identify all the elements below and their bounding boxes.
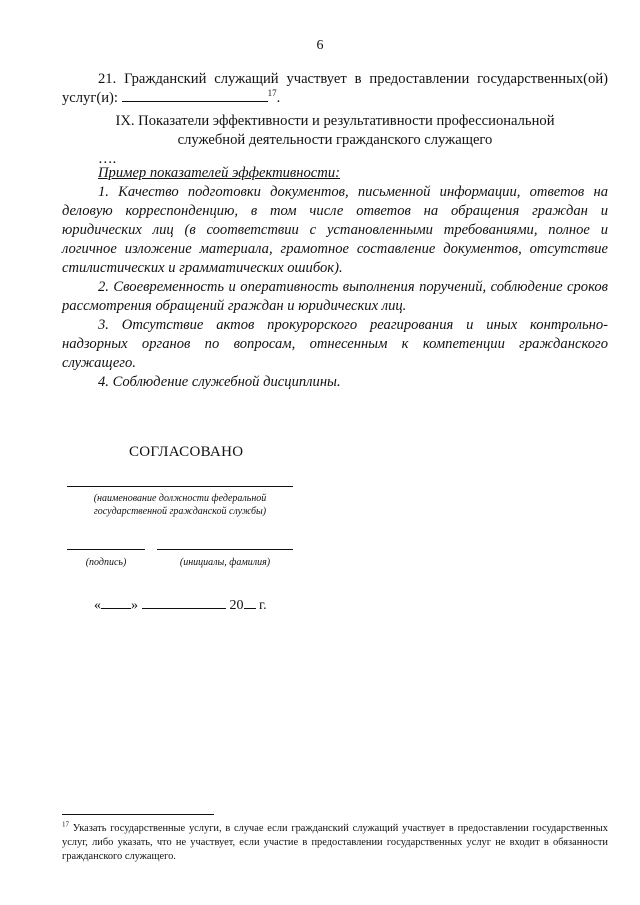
ellipsis: …. <box>98 151 117 167</box>
date-row <box>94 596 267 614</box>
item-21-end: . <box>276 90 281 106</box>
examples-heading: Пример показателей эффективности: <box>98 165 340 181</box>
initials-line <box>157 549 293 550</box>
example-item-3: 3. Отсутствие актов прокурорского реагирования и иных контрольно-надзорных органов по вопросам, отнесенным к компетенции гражданского служащего. <box>62 317 608 371</box>
item-21-text: 21. Гражданский служащий участвует в предоставлении государственных(ой) услуг(и): <box>62 71 608 106</box>
footnote-separator <box>62 814 214 815</box>
footnote <box>62 822 608 864</box>
examples-block <box>62 164 608 392</box>
footnote-ref: 17 <box>267 88 277 99</box>
signature-line <box>67 549 145 550</box>
date-year-prefix: 20 <box>229 598 244 613</box>
date-month-blank <box>142 596 226 609</box>
date-year-blank <box>244 596 256 609</box>
position-caption-line1: (наименование должности федеральной <box>93 493 267 504</box>
initials-caption: (инициалы, фамилия) <box>179 557 271 568</box>
date-day-blank <box>101 596 131 609</box>
section-title <box>62 112 608 150</box>
example-item-4: 4. Соблюдение служебной дисциплины. <box>98 374 341 390</box>
date-close-quote: » <box>131 598 138 613</box>
signature-caption: (подпись) <box>85 557 127 568</box>
section-title-line2: служебной деятельности гражданского служащего <box>177 132 493 148</box>
item-21 <box>62 70 608 108</box>
date-open-quote: « <box>94 598 101 613</box>
example-item-2: 2. Своевременность и оперативность выполнения поручений, соблюдение сроков рассмотрения обращений граждан и юридических лиц. <box>62 279 608 314</box>
page-number: 6 <box>316 38 324 53</box>
position-line <box>67 486 293 487</box>
footnote-text: Указать государственные услуги, в случае если гражданский служащий участвует в предоставлении государственных услуг, либо указать, что не участвует, если участие в предоставлении государственных услуг не входит в обязанности гражданского служащего. <box>62 823 608 862</box>
services-blank-line <box>122 89 268 102</box>
example-item-1: 1. Качество подготовки документов, письменной информации, ответов на деловую корреспонденцию, в том числе ответов на обращения граждан и юридических лиц (в соответствии с установленными требованиями, полное и логичное изложение материала, грамотное составление документов, отсутствие стилистических и грамматических ошибок). <box>62 184 608 276</box>
approval-title: СОГЛАСОВАНО <box>129 444 244 460</box>
footnote-number: 17 <box>62 820 69 829</box>
date-suffix: г. <box>255 598 267 613</box>
position-caption <box>67 492 293 518</box>
position-caption-line2: государственной гражданской службы) <box>93 506 267 517</box>
section-title-line1: IX. Показатели эффективности и результативности профессиональной <box>115 113 555 129</box>
